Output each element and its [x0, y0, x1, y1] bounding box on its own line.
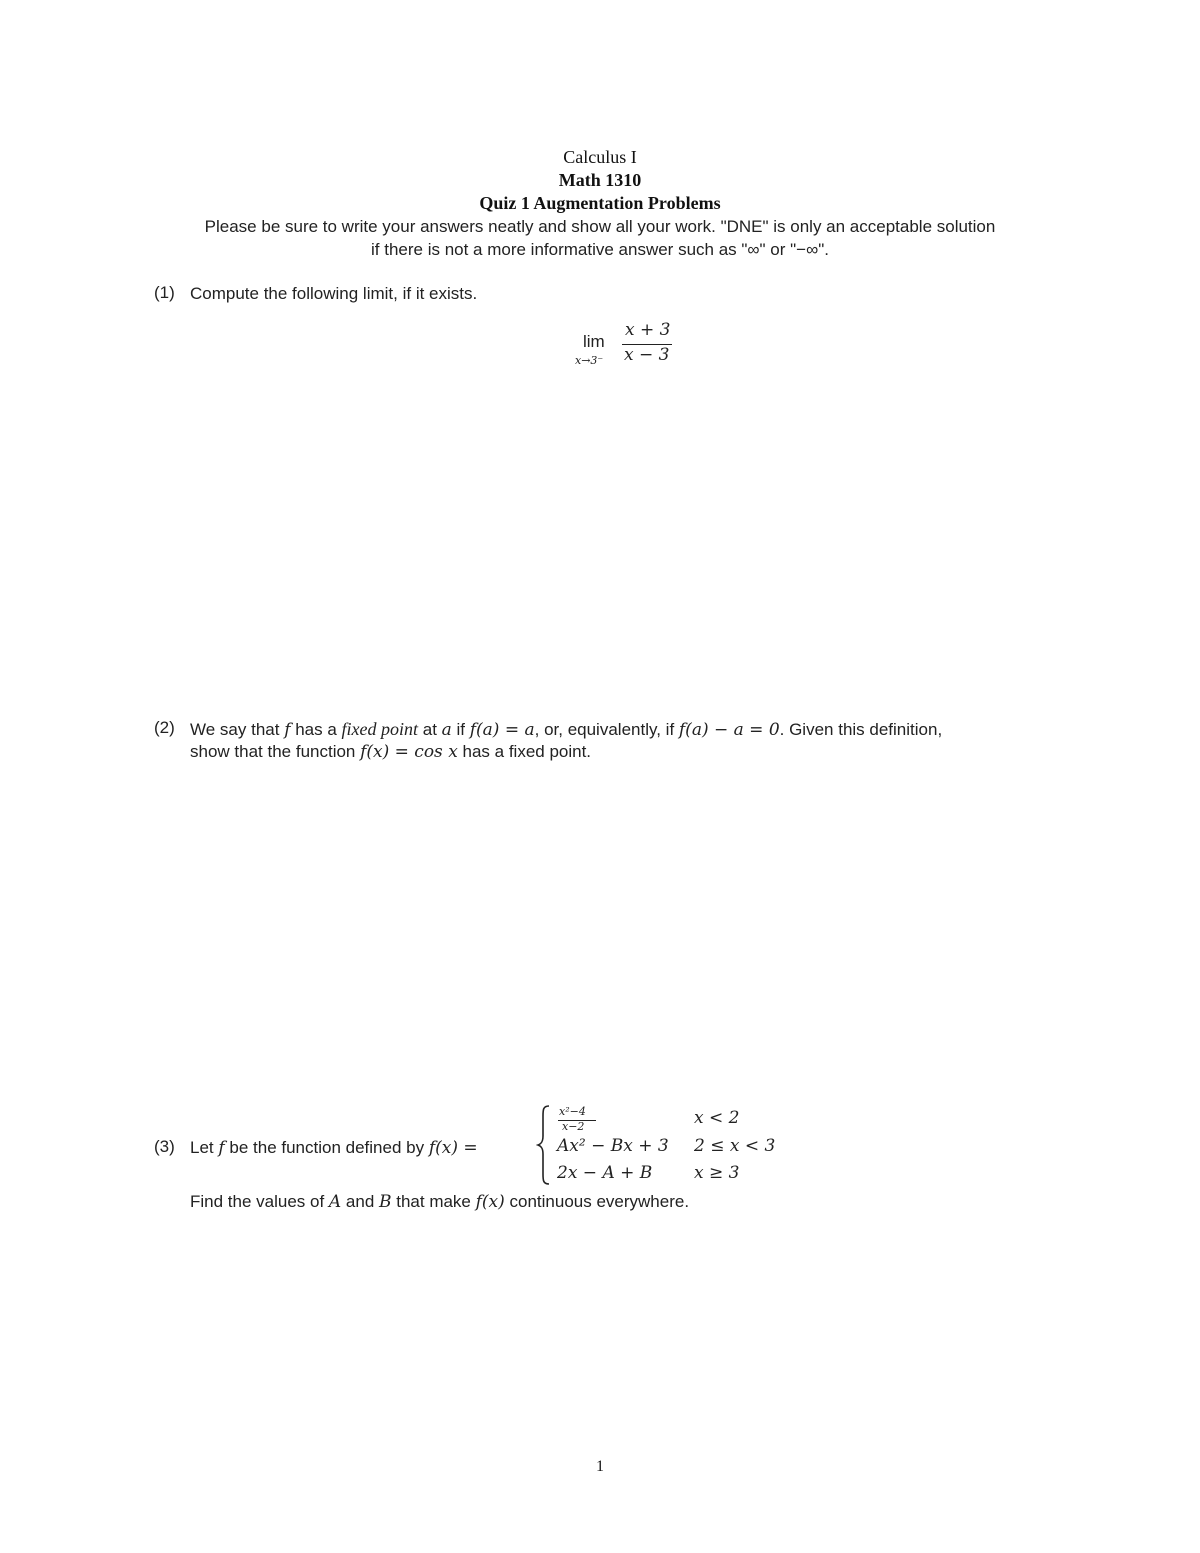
- p3-follow-d: continuous everywhere.: [504, 1192, 690, 1211]
- p3-lead-a: Let: [190, 1138, 219, 1157]
- p2-eq-2: f(a) − a = 0: [678, 720, 780, 740]
- p3-follow-c: that make: [391, 1192, 476, 1211]
- p2-text-f: . Given this definition,: [779, 720, 943, 739]
- instructions-line-1: Please be sure to write your answers neatly and show all your work. "DNE" is only an acceptable solution: [204, 217, 996, 236]
- p2-cos-eq: f(x) = cos x: [360, 742, 458, 762]
- p3-f: f: [218, 1138, 225, 1158]
- p2-eq-1: f(a) = a: [469, 720, 535, 740]
- p2-text-e: , or, equivalently, if: [534, 720, 679, 739]
- case-2-expression: Ax² − Bx + 3: [557, 1136, 669, 1156]
- p2-line2-a: show that the function: [190, 742, 361, 761]
- problem-3-number: (3): [154, 1137, 175, 1156]
- p3-lead-b: be the function defined by: [224, 1138, 429, 1157]
- problem-2-line-2: [190, 741, 591, 763]
- p2-text-b: has a: [290, 720, 342, 739]
- p3-B: B: [379, 1192, 392, 1212]
- case-1-denominator: x−2: [562, 1120, 585, 1133]
- instructions-line-2: if there is not a more informative answer such as "∞" or "−∞".: [371, 240, 829, 259]
- p2-line2-b: has a fixed point.: [457, 742, 592, 761]
- problem-3-followup: [190, 1191, 689, 1213]
- course-name: Math 1310: [558, 170, 642, 190]
- p3-follow-a: Find the values of: [190, 1192, 329, 1211]
- case-3-condition: x ≥ 3: [694, 1163, 740, 1183]
- problem-1-text: Compute the following limit, if it exists.: [190, 284, 478, 303]
- p2-a-var: a: [441, 720, 452, 740]
- limit-denominator: x − 3: [624, 345, 670, 365]
- limit-subscript: x→3⁻: [575, 354, 604, 367]
- p2-fixed-point: fixed point: [341, 719, 419, 739]
- p3-fx-eq: f(x) =: [428, 1138, 478, 1158]
- limit-word: lim: [583, 332, 605, 351]
- p3-A: A: [328, 1192, 342, 1212]
- quiz-subtitle: Quiz 1 Augmentation Problems: [479, 193, 721, 213]
- page-title: Calculus I: [563, 147, 637, 167]
- left-brace: [536, 1104, 552, 1186]
- problem-1-number: (1): [154, 283, 175, 302]
- p2-text-d: if: [451, 720, 470, 739]
- p3-fx: f(x): [475, 1192, 505, 1212]
- case-2-condition: 2 ≤ x < 3: [694, 1136, 776, 1156]
- case-1-condition: x < 2: [694, 1108, 740, 1128]
- p3-follow-b: and: [341, 1192, 380, 1211]
- p2-text-c: at: [418, 720, 442, 739]
- p2-f: f: [284, 720, 291, 740]
- problem-2-line-1: [190, 718, 942, 741]
- p2-text-a: We say that: [190, 720, 285, 739]
- page-number: 1: [596, 1458, 604, 1475]
- problem-2-number: (2): [154, 718, 175, 737]
- limit-numerator: x + 3: [625, 320, 671, 340]
- case-1-numerator: x²−4: [559, 1105, 586, 1118]
- problem-3-lead: [190, 1137, 478, 1159]
- case-3-expression: 2x − A + B: [557, 1163, 653, 1183]
